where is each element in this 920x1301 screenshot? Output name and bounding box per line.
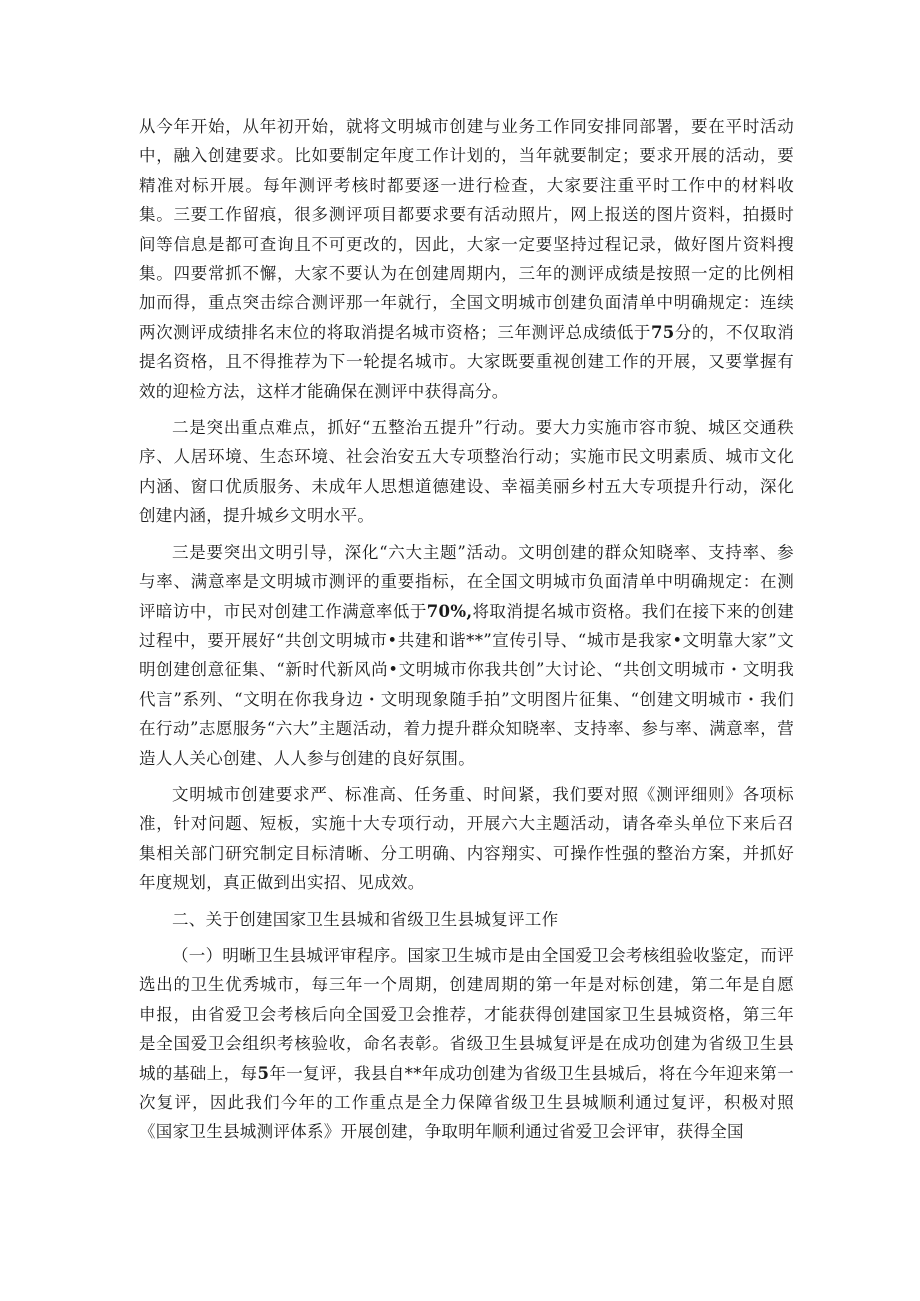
paragraph-text: 年一复评，我县自**年成功创建为省级卫生县城后，将在今年迎来第一次复评，因此我们今年的工作重点是全力保障省级卫生县城顺利通过复评，积极对照《国家卫生县城测评体系》开展创建，争取明年顺利通过省爱卫会评审，获得全国 — [139, 1063, 794, 1142]
satisfaction-threshold: 70%, — [426, 601, 473, 621]
paragraph-continuation — [139, 112, 794, 406]
paragraph-text: （一）明晰卫生县城评审程序。国家卫生城市是由全国爱卫会考核组验收鉴定，而评选出的卫生优秀城市，每三年一个周期，创建周期的第一年是对标创建，第二年是自愿申报，由省爱卫会考核后向全国爱卫会推荐，才能获得创建国家卫生县城资格，第三年是全国爱卫会组织考核验收，命名表彰。省级卫生县城复评是在成功创建为省级卫生县城的基础上，每 — [139, 945, 794, 1083]
section-heading: 二、关于创建国家卫生县城和省级卫生县城复评工作 — [172, 909, 559, 929]
paragraph-text: 分的，不仅取消提名资格，且不得推荐为下一轮提名城市。大家既要重视创建工作的开展，又要掌握有效的迎检方法，这样才能确保在测评中获得高分。 — [139, 322, 794, 401]
paragraph-summary: 文明城市创建要求严、标准高、任务重、时间紧，我们要对照《测评细则》各项标准，针对问题、短板，实施十大专项行动，开展六大主题活动，请各牵头单位下来后召集相关部门研究制定目标清晰、分工明确、内容翔实、可操作性强的整治方案，并抓好年度规划，真正做到出实招、见成效。 — [139, 784, 794, 893]
review-interval: 5 — [257, 1063, 270, 1083]
paragraph-text: 将取消提名城市资格。我们在接下来的创建过程中，要开展好“共创文明城市•共建和谐**”宣传引导、“城市是我家•文明靠大家”文明创建创意征集、“新时代新风尚•文明城市你我共创”大讨论、“共创文明城市・文明我代言”系列、“文明在你我身边・文明现象随手拍”文明图片征集、“创建文明城市・我们在行动”志愿服务“六大”主题活动，着力提升群众知晓率、支持率、参与率、满意率，营造人人关心创建、人人参与创建的良好氛围。 — [139, 601, 794, 768]
paragraph-civilization-guidance — [139, 538, 794, 773]
paragraph-key-difficulties: 二是突出重点难点，抓好“五整治五提升”行动。要大力实施市容市貌、城区交通秩序、人居环境、生态环境、社会治安五大专项整治行动；实施市民文明素质、城市文化内涵、窗口优质服务、未成年人思想道德建设、幸福美丽乡村五大专项提升行动，深化创建内涵，提升城乡文明水平。 — [139, 418, 794, 526]
paragraph-text: 从今年开始，从年初开始，就将文明城市创建与业务工作同安排同部署，要在平时活动中，融入创建要求。比如要制定年度工作计划的，当年就要制定；要求开展的活动，要精准对标开展。每年测评考核时都要逐一进行检查，大家要注重平时工作中的材料收集。三要工作留痕，很多测评项目都要求要有活动照片，网上报送的图片资料，拍摄时间等信息是都可查询且不可更改的，因此，大家一定要坚持过程记录，做好图片资料搜集。四要常抓不懈，大家不要认为在创建周期内，三年的测评成绩是按照一定的比例相加而得，重点突击综合测评那一年就行，全国文明城市创建负面清单中明确规定：连续两次测评成绩排名末位的将取消提名城市资格；三年测评总成绩低于 — [139, 117, 794, 342]
document-page — [139, 112, 794, 1154]
paragraph-hygiene-county-review — [139, 941, 794, 1147]
score-threshold: 75 — [650, 322, 675, 342]
paragraph-text: 三是要突出文明引导，深化“六大主题”活动。文明创建的群众知晓率、支持率、参与率、满意率是文明城市测评的重要指标，在全国文明城市负面清单中明确规定：在测评暗访中，市民对创建工作满意率低于 — [139, 542, 794, 621]
